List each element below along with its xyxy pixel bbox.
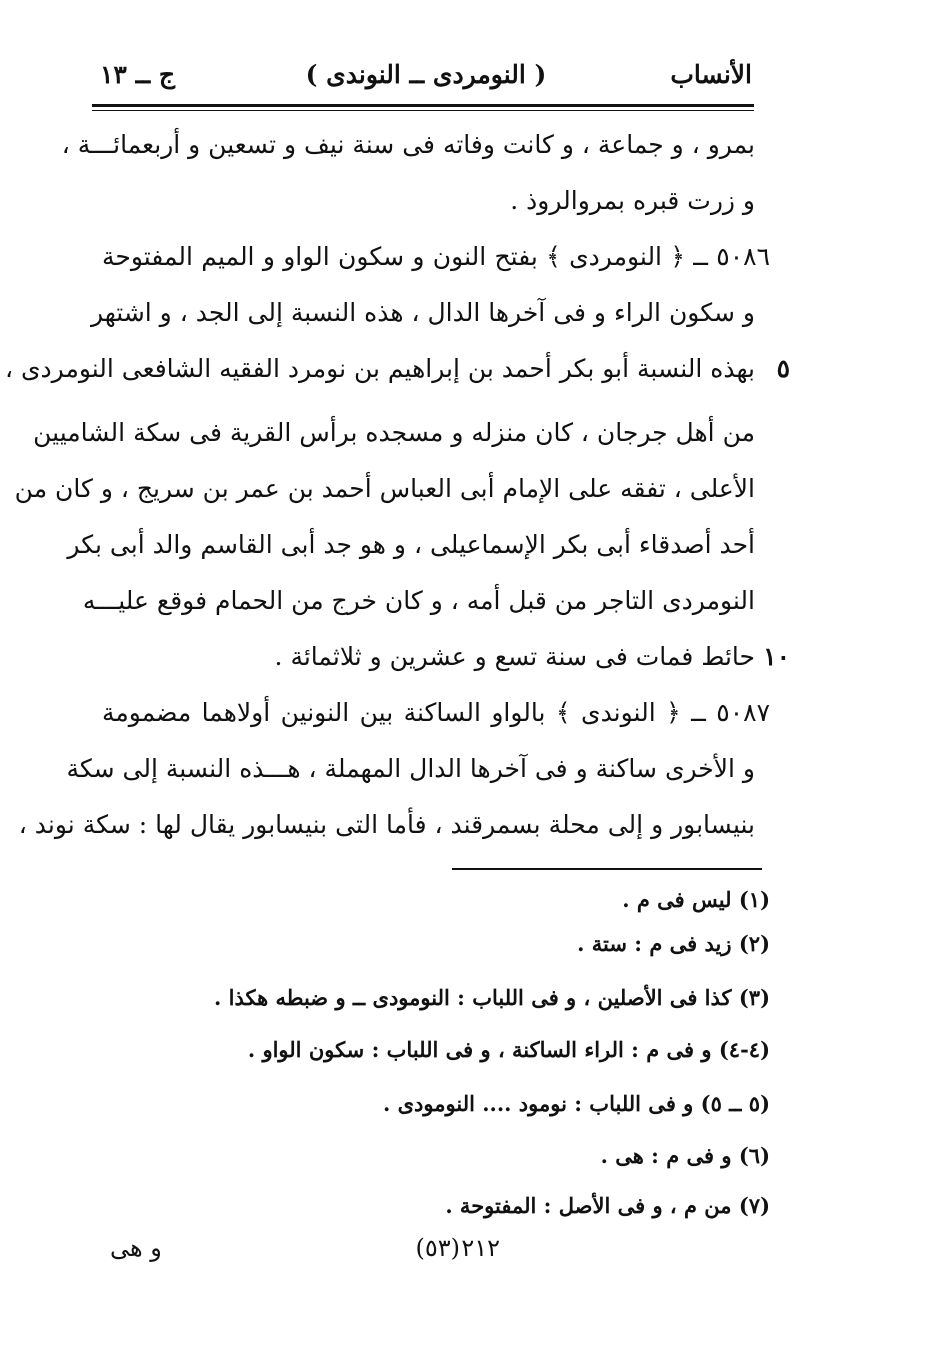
footnote-7: (٧) من م ، و فى الأصل : المفتوحة .: [445, 1193, 770, 1218]
footnote-4: (٤-٤) و فى م : الراء الساكنة ، و فى اللباب : سكون الواو .: [247, 1037, 770, 1062]
body-line-6: من أهل جرجان ، كان منزله و مسجده برأس القرية فى سكة الشاميين: [33, 418, 755, 447]
header-rule-thin: [92, 110, 754, 111]
margin-line-number-10: ١٠: [763, 642, 790, 671]
header-section-title: ( النومردى ــ النوندى ): [305, 59, 547, 89]
catchword: و هى: [110, 1234, 162, 1262]
body-line-9: النومردى التاجر من قبل أمه ، و كان خرج من الحمام فوقع عليـــه: [82, 586, 755, 615]
body-line-1: بمرو ، و جماعة ، و كانت وفاته فى سنة نيف و تسعين و أربعمائـــة ،: [61, 130, 755, 159]
running-header: [100, 52, 752, 96]
footnote-separator: [452, 868, 762, 870]
body-line-2: و زرت قبره بمروالروذ .: [510, 186, 755, 215]
body-line-10: حائط فمات فى سنة تسع و عشرين و ثلاثمائة .: [274, 642, 755, 671]
footnote-1: (١) ليس فى م .: [622, 887, 770, 912]
body-line-4: و سكون الراء و فى آخرها الدال ، هذه النسبة إلى الجد ، و اشتهر: [90, 298, 755, 327]
header-rule-thick: [92, 104, 754, 107]
header-book-title: الأنساب: [670, 59, 752, 89]
body-line-7: الأعلى ، تفقه على الإمام أبى العباس أحمد بن عمر بن سريج ، و كان من: [14, 474, 755, 503]
footnote-3: (٣) كذا فى الأصلين ، و فى اللباب : النومودى ــ و ضبطه هكذا .: [214, 985, 770, 1010]
footnote-2: (٢) زيد فى م : ستة .: [577, 931, 770, 956]
sheet-number: (٥٣): [415, 1234, 460, 1262]
body-line-12: و الأخرى ساكنة و فى آخرها الدال المهملة ، هـــذه النسبة إلى سكة: [66, 754, 755, 783]
entry-5086-heading: ٥٠٨٦ ــ ﴿ النومردى ﴾ بفتح النون و سكون الواو و الميم المفتوحة: [102, 242, 770, 271]
body-line-8: أحد أصدقاء أبى بكر الإسماعيلى ، و هو جد أبى القاسم والد أبى بكر: [67, 530, 755, 559]
entry-5087-heading: ٥٠٨٧ ــ ﴿ النوندى ﴾ بالواو الساكنة بين النونين أولاهما مضمومة: [102, 698, 770, 727]
footnote-5: (٥ ــ ٥) و فى اللباب : نومود .... النومودى .: [383, 1091, 770, 1116]
footnote-6: (٦) و فى م : هى .: [600, 1143, 770, 1168]
page-footer: [110, 1234, 500, 1274]
header-volume: ج ــ ١٣: [100, 59, 176, 89]
margin-line-number-5: ٥: [776, 354, 790, 383]
body-line-5: بهذه النسبة أبو بكر أحمد بن إبراهيم بن نومرد الفقيه الشافعى النومردى ،: [4, 354, 755, 383]
body-line-13: بنيسابور و إلى محلة بسمرقند ، فأما التى بنيسابور يقال لها : سكة نوند ،: [18, 810, 755, 839]
page-number: ٢١٢: [461, 1234, 500, 1262]
